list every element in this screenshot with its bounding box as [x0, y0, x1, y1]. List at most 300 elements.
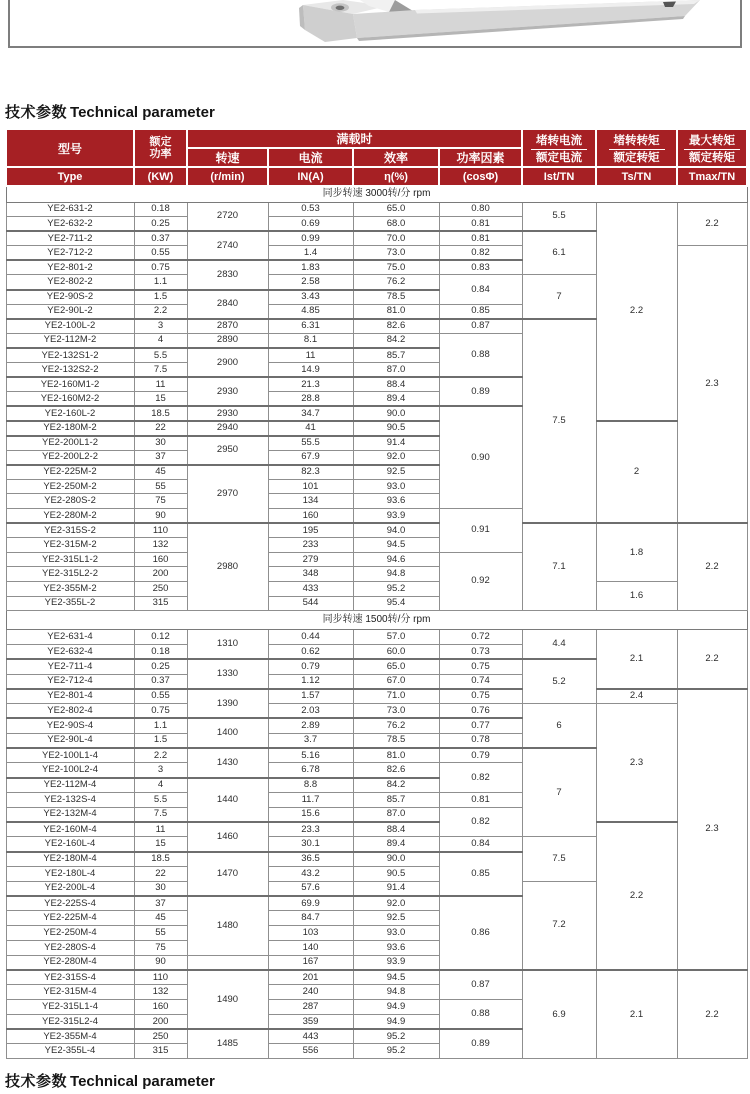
cell-current: 0.44 — [268, 630, 353, 645]
technical-parameter-table — [5, 128, 748, 1059]
col-eff-en: η(%) — [353, 167, 439, 186]
tmax-denominator: 额定转矩 — [689, 151, 735, 164]
cell-current: 55.5 — [268, 436, 353, 451]
cell-power-kw: 18.5 — [134, 852, 187, 867]
cell-model: YE2-801-2 — [6, 260, 134, 275]
cell-efficiency: 84.2 — [353, 333, 439, 348]
cell-current: 240 — [268, 985, 353, 1000]
cell-efficiency: 73.0 — [353, 246, 439, 261]
cell-tmax-tn: 2.2 — [677, 630, 747, 689]
cell-power-factor: 0.92 — [439, 552, 522, 610]
cell-speed: 1430 — [187, 748, 268, 778]
cell-current: 0.69 — [268, 217, 353, 232]
cell-speed: 2970 — [187, 465, 268, 523]
cell-model: YE2-180M-4 — [6, 852, 134, 867]
cell-power-kw: 75 — [134, 940, 187, 955]
cell-power-kw: 1.5 — [134, 290, 187, 305]
power-line2: 功率 — [149, 148, 172, 160]
cell-power-kw: 11 — [134, 822, 187, 837]
cell-power-factor: 0.80 — [439, 202, 522, 217]
cell-efficiency: 90.5 — [353, 866, 439, 881]
cell-model: YE2-90S-2 — [6, 290, 134, 305]
cell-tmax-tn: 2.3 — [677, 689, 747, 970]
cell-model: YE2-250M-4 — [6, 926, 134, 941]
cell-current: 21.3 — [268, 377, 353, 392]
cell-current: 36.5 — [268, 852, 353, 867]
cell-power-kw: 1.1 — [134, 718, 187, 733]
cell-efficiency: 92.0 — [353, 896, 439, 911]
cell-efficiency: 82.6 — [353, 763, 439, 778]
cell-current: 443 — [268, 1029, 353, 1044]
cell-ts-tn: 2.1 — [596, 630, 677, 689]
cell-model: YE2-712-2 — [6, 246, 134, 261]
cell-model: YE2-90L-2 — [6, 304, 134, 319]
cell-model: YE2-100L1-4 — [6, 748, 134, 763]
heading-en: Technical parameter — [70, 104, 215, 121]
cell-efficiency: 81.0 — [353, 748, 439, 763]
cell-power-kw: 0.75 — [134, 704, 187, 719]
cell-model: YE2-802-4 — [6, 704, 134, 719]
cell-power-kw: 160 — [134, 552, 187, 567]
cell-power-kw: 37 — [134, 450, 187, 465]
cell-efficiency: 94.5 — [353, 970, 439, 985]
cell-power-kw: 0.12 — [134, 630, 187, 645]
cell-power-kw: 55 — [134, 926, 187, 941]
cell-power-kw: 30 — [134, 881, 187, 896]
cell-current: 556 — [268, 1044, 353, 1059]
cell-power-kw: 5.5 — [134, 348, 187, 363]
table-header — [6, 129, 747, 186]
cell-power-factor: 0.88 — [439, 1000, 522, 1030]
cell-ts-tn: 2.2 — [596, 822, 677, 970]
cell-power-kw: 200 — [134, 1014, 187, 1029]
cell-power-kw: 22 — [134, 421, 187, 436]
cell-power-kw: 45 — [134, 911, 187, 926]
cell-efficiency: 93.6 — [353, 494, 439, 509]
cell-efficiency: 84.2 — [353, 778, 439, 793]
cell-power-kw: 110 — [134, 970, 187, 985]
tmax-numerator: 最大转矩 — [684, 135, 740, 150]
cell-power-factor: 0.88 — [439, 333, 522, 377]
cell-power-kw: 0.75 — [134, 260, 187, 275]
ist-denominator: 额定电流 — [536, 151, 582, 164]
cell-current: 0.99 — [268, 231, 353, 246]
cell-power-factor: 0.78 — [439, 733, 522, 748]
cell-speed: 1480 — [187, 896, 268, 955]
cell-power-kw: 4 — [134, 778, 187, 793]
cell-ist-tn: 6.9 — [522, 970, 596, 1059]
cell-power-kw: 0.55 — [134, 246, 187, 261]
cell-model: YE2-315S-2 — [6, 523, 134, 538]
cell-efficiency: 90.0 — [353, 852, 439, 867]
cell-power-kw: 2.2 — [134, 748, 187, 763]
cell-efficiency: 85.7 — [353, 792, 439, 807]
cell-current: 287 — [268, 1000, 353, 1015]
cell-current: 6.78 — [268, 763, 353, 778]
cell-power-factor: 0.85 — [439, 304, 522, 319]
cell-current: 43.2 — [268, 866, 353, 881]
cell-speed: 2890 — [187, 333, 268, 348]
cell-power-kw: 15 — [134, 392, 187, 407]
cell-speed: 2980 — [187, 523, 268, 611]
cell-model: YE2-100L2-4 — [6, 763, 134, 778]
cell-power-kw: 11 — [134, 377, 187, 392]
cell-ist-tn: 6.1 — [522, 231, 596, 275]
cell-power-kw: 315 — [134, 1044, 187, 1059]
cell-speed: 1330 — [187, 659, 268, 689]
cell-model: YE2-631-4 — [6, 630, 134, 645]
cell-speed: 2930 — [187, 377, 268, 406]
cell-tmax-tn: 2.3 — [677, 246, 747, 523]
cell-power-factor: 0.89 — [439, 1029, 522, 1059]
cell-speed: 1460 — [187, 822, 268, 852]
cell-power-kw: 200 — [134, 567, 187, 582]
cell-power-kw: 250 — [134, 1029, 187, 1044]
cell-model: YE2-200L2-2 — [6, 450, 134, 465]
cell-current: 0.53 — [268, 202, 353, 217]
cell-power-kw: 4 — [134, 333, 187, 348]
cell-power-factor: 0.82 — [439, 763, 522, 793]
cell-power-kw: 90 — [134, 955, 187, 970]
cell-power-kw: 90 — [134, 508, 187, 523]
col-ts-en: Ts/TN — [596, 167, 677, 186]
cell-efficiency: 88.4 — [353, 377, 439, 392]
cell-power-kw: 0.37 — [134, 231, 187, 246]
cell-power-kw: 0.55 — [134, 689, 187, 704]
cell-ts-tn: 2.2 — [596, 202, 677, 421]
cell-power-kw: 7.5 — [134, 363, 187, 378]
cell-power-kw: 7.5 — [134, 807, 187, 822]
col-ist-zh — [522, 129, 596, 167]
cell-efficiency: 67.0 — [353, 674, 439, 689]
col-tmax-zh — [677, 129, 747, 167]
cell-current: 101 — [268, 479, 353, 494]
cell-power-kw: 37 — [134, 896, 187, 911]
cell-current: 233 — [268, 538, 353, 553]
cell-power-factor: 0.87 — [439, 319, 522, 334]
cell-speed: 2950 — [187, 436, 268, 465]
cell-model: YE2-90L-4 — [6, 733, 134, 748]
cell-power-kw: 0.25 — [134, 659, 187, 674]
cell-model: YE2-802-2 — [6, 275, 134, 290]
col-pf-zh: 功率因素 — [439, 148, 522, 167]
cell-model: YE2-315S-4 — [6, 970, 134, 985]
cell-model: YE2-315M-2 — [6, 538, 134, 553]
cell-current: 2.03 — [268, 704, 353, 719]
cell-tmax-tn: 2.2 — [677, 202, 747, 246]
cell-model: YE2-711-4 — [6, 659, 134, 674]
col-eff-zh: 效率 — [353, 148, 439, 167]
cell-efficiency: 82.6 — [353, 319, 439, 334]
cell-efficiency: 87.0 — [353, 363, 439, 378]
cell-power-kw: 0.18 — [134, 202, 187, 217]
cell-efficiency: 94.8 — [353, 567, 439, 582]
table-row — [6, 202, 747, 217]
cell-current: 8.8 — [268, 778, 353, 793]
cell-model: YE2-180L-4 — [6, 866, 134, 881]
cell-current: 359 — [268, 1014, 353, 1029]
cell-power-factor: 0.82 — [439, 246, 522, 261]
col-tmax-en: Tmax/TN — [677, 167, 747, 186]
cell-ts-tn: 1.8 — [596, 523, 677, 581]
cell-current: 3.7 — [268, 733, 353, 748]
cell-power-kw: 75 — [134, 494, 187, 509]
cell-current: 82.3 — [268, 465, 353, 480]
cell-power-kw: 15 — [134, 837, 187, 852]
cell-current: 5.16 — [268, 748, 353, 763]
cell-speed: 1310 — [187, 630, 268, 660]
section-title: 同步转速 3000转/分 rpm — [6, 186, 747, 202]
cell-power-kw: 45 — [134, 465, 187, 480]
cell-model: YE2-200L-4 — [6, 881, 134, 896]
cell-efficiency: 60.0 — [353, 644, 439, 659]
cell-model: YE2-280S-2 — [6, 494, 134, 509]
cell-efficiency: 76.2 — [353, 718, 439, 733]
cell-power-kw: 5.5 — [134, 792, 187, 807]
cell-power-kw: 55 — [134, 479, 187, 494]
cell-ist-tn: 7.2 — [522, 881, 596, 970]
cell-current: 15.6 — [268, 807, 353, 822]
cell-speed: 2740 — [187, 231, 268, 260]
cell-power-factor: 0.84 — [439, 275, 522, 304]
cell-model: YE2-315M-4 — [6, 985, 134, 1000]
cell-power-kw: 250 — [134, 581, 187, 596]
table-row — [6, 581, 747, 596]
cell-model: YE2-112M-4 — [6, 778, 134, 793]
cell-model: YE2-631-2 — [6, 202, 134, 217]
cell-model: YE2-225M-2 — [6, 465, 134, 480]
cell-model: YE2-711-2 — [6, 231, 134, 246]
cell-model: YE2-355M-2 — [6, 581, 134, 596]
cell-efficiency: 93.0 — [353, 926, 439, 941]
cell-speed: 1400 — [187, 718, 268, 748]
cell-efficiency: 94.0 — [353, 523, 439, 538]
cell-model: YE2-315L2-4 — [6, 1014, 134, 1029]
cell-current: 67.9 — [268, 450, 353, 465]
cell-power-kw: 160 — [134, 1000, 187, 1015]
cell-power-factor: 0.84 — [439, 837, 522, 852]
cell-current: 14.9 — [268, 363, 353, 378]
cell-model: YE2-100L-2 — [6, 319, 134, 334]
cell-efficiency: 94.6 — [353, 552, 439, 567]
cell-power-kw: 0.37 — [134, 674, 187, 689]
table-row — [6, 523, 747, 538]
cell-model: YE2-280S-4 — [6, 940, 134, 955]
cell-current: 8.1 — [268, 333, 353, 348]
cell-model: YE2-250M-2 — [6, 479, 134, 494]
cell-power-kw: 0.18 — [134, 644, 187, 659]
cell-current: 0.79 — [268, 659, 353, 674]
cell-efficiency: 93.6 — [353, 940, 439, 955]
cell-power-factor: 0.82 — [439, 807, 522, 837]
cell-current: 1.12 — [268, 674, 353, 689]
cell-power-factor: 0.83 — [439, 260, 522, 275]
cell-efficiency: 70.0 — [353, 231, 439, 246]
cell-model: YE2-280M-4 — [6, 955, 134, 970]
cell-power-kw: 132 — [134, 985, 187, 1000]
cell-current: 0.62 — [268, 644, 353, 659]
col-model-zh: 型号 — [6, 129, 134, 167]
cell-speed: 2720 — [187, 202, 268, 231]
cell-speed: 1390 — [187, 689, 268, 719]
cell-model: YE2-160M2-2 — [6, 392, 134, 407]
cell-current: 2.89 — [268, 718, 353, 733]
cell-model: YE2-801-4 — [6, 689, 134, 704]
cell-speed: 2900 — [187, 348, 268, 377]
cell-power-factor: 0.79 — [439, 748, 522, 763]
cell-current: 1.83 — [268, 260, 353, 275]
cell-power-factor: 0.91 — [439, 508, 522, 552]
cell-ist-tn: 7 — [522, 748, 596, 837]
cell-power-kw: 30 — [134, 436, 187, 451]
cell-speed: 2940 — [187, 421, 268, 436]
cell-power-kw: 0.25 — [134, 217, 187, 232]
cell-model: YE2-160L-4 — [6, 837, 134, 852]
table-row — [6, 689, 747, 704]
cell-power-kw: 22 — [134, 866, 187, 881]
cell-ist-tn: 5.5 — [522, 202, 596, 231]
cell-power-kw: 110 — [134, 523, 187, 538]
cell-power-factor: 0.81 — [439, 792, 522, 807]
cell-power-factor: 0.77 — [439, 718, 522, 733]
cell-model: YE2-200L1-2 — [6, 436, 134, 451]
cell-efficiency: 78.5 — [353, 733, 439, 748]
cell-power-factor: 0.90 — [439, 406, 522, 508]
cell-current: 23.3 — [268, 822, 353, 837]
cell-power-factor: 0.76 — [439, 704, 522, 719]
cell-power-factor: 0.75 — [439, 689, 522, 704]
cell-power-kw: 1.5 — [134, 733, 187, 748]
cell-current: 433 — [268, 581, 353, 596]
product-image — [285, 0, 705, 46]
cell-model: YE2-355M-4 — [6, 1029, 134, 1044]
cell-efficiency: 89.4 — [353, 392, 439, 407]
cell-efficiency: 75.0 — [353, 260, 439, 275]
cell-speed: 1440 — [187, 778, 268, 822]
col-ist-en: Ist/TN — [522, 167, 596, 186]
cell-power-factor: 0.85 — [439, 852, 522, 896]
cell-efficiency: 85.7 — [353, 348, 439, 363]
cell-model: YE2-160M-4 — [6, 822, 134, 837]
cell-model: YE2-132S2-2 — [6, 363, 134, 378]
cell-efficiency: 90.5 — [353, 421, 439, 436]
ts-denominator: 额定转矩 — [613, 151, 660, 164]
cell-ist-tn: 7.5 — [522, 319, 596, 523]
cell-model: YE2-712-4 — [6, 674, 134, 689]
cell-efficiency: 91.4 — [353, 881, 439, 896]
cell-ist-tn: 7 — [522, 275, 596, 319]
cell-efficiency: 65.0 — [353, 659, 439, 674]
cell-tmax-tn: 2.2 — [677, 970, 747, 1059]
col-current-zh: 电流 — [268, 148, 353, 167]
cell-model: YE2-90S-4 — [6, 718, 134, 733]
cell-efficiency: 71.0 — [353, 689, 439, 704]
cell-speed: 2840 — [187, 290, 268, 319]
cell-power-factor: 0.81 — [439, 217, 522, 232]
section-title: 同步转速 1500转/分 rpm — [6, 611, 747, 630]
cell-current: 279 — [268, 552, 353, 567]
table-row — [6, 421, 747, 436]
cell-efficiency: 76.2 — [353, 275, 439, 290]
cell-efficiency: 92.5 — [353, 911, 439, 926]
cell-current: 28.8 — [268, 392, 353, 407]
col-power-en: (KW) — [134, 167, 187, 186]
cell-model: YE2-112M-2 — [6, 333, 134, 348]
cell-current: 3.43 — [268, 290, 353, 305]
cell-power-kw: 132 — [134, 538, 187, 553]
cell-efficiency: 95.2 — [353, 581, 439, 596]
cell-model: YE2-180M-2 — [6, 421, 134, 436]
col-speed-zh: 转速 — [187, 148, 268, 167]
cell-current: 103 — [268, 926, 353, 941]
col-speed-en: (r/min) — [187, 167, 268, 186]
col-power-zh — [134, 129, 187, 167]
table-row — [6, 970, 747, 985]
cell-current: 348 — [268, 567, 353, 582]
cell-ist-tn: 5.2 — [522, 659, 596, 703]
cell-current: 134 — [268, 494, 353, 509]
cell-power-kw: 18.5 — [134, 406, 187, 421]
cell-model: YE2-632-2 — [6, 217, 134, 232]
table-row — [6, 704, 747, 719]
cell-power-factor: 0.73 — [439, 644, 522, 659]
heading-bottom-zh: 技术参数 — [5, 1073, 68, 1091]
cell-model: YE2-315L1-2 — [6, 552, 134, 567]
cell-efficiency: 68.0 — [353, 217, 439, 232]
cell-efficiency: 89.4 — [353, 837, 439, 852]
technical-parameter-heading-bottom — [5, 1073, 750, 1091]
heading-zh: 技术参数 — [5, 104, 68, 121]
cell-current: 11.7 — [268, 792, 353, 807]
cell-power-factor: 0.86 — [439, 896, 522, 970]
cell-model: YE2-225S-4 — [6, 896, 134, 911]
cell-efficiency: 93.0 — [353, 479, 439, 494]
col-full-load: 满载时 — [187, 129, 522, 148]
cell-power-factor: 0.75 — [439, 659, 522, 674]
cell-current: 1.57 — [268, 689, 353, 704]
cell-efficiency: 95.2 — [353, 1029, 439, 1044]
technical-parameter-heading — [5, 104, 750, 122]
cell-current: 41 — [268, 421, 353, 436]
cell-ts-tn: 2 — [596, 421, 677, 523]
cell-power-factor: 0.89 — [439, 377, 522, 406]
cell-current: 2.58 — [268, 275, 353, 290]
cell-current: 57.6 — [268, 881, 353, 896]
table-body-3000rpm — [6, 186, 747, 611]
cell-current: 6.31 — [268, 319, 353, 334]
cell-model: YE2-132M-4 — [6, 807, 134, 822]
cell-power-kw: 315 — [134, 596, 187, 611]
cell-ist-tn: 6 — [522, 704, 596, 748]
cell-efficiency: 90.0 — [353, 406, 439, 421]
cell-power-kw: 2.2 — [134, 304, 187, 319]
ts-numerator: 堵转转矩 — [609, 135, 665, 150]
cell-speed — [187, 955, 268, 970]
cell-ist-tn: 4.4 — [522, 630, 596, 660]
cell-speed: 2870 — [187, 319, 268, 334]
cell-power-factor: 0.81 — [439, 231, 522, 246]
cell-current: 195 — [268, 523, 353, 538]
cell-efficiency: 65.0 — [353, 202, 439, 217]
cell-current: 34.7 — [268, 406, 353, 421]
cell-power-kw: 3 — [134, 319, 187, 334]
cell-model: YE2-632-4 — [6, 644, 134, 659]
cell-efficiency: 92.5 — [353, 465, 439, 480]
cell-model: YE2-132S1-2 — [6, 348, 134, 363]
cell-power-factor: 0.74 — [439, 674, 522, 689]
cell-efficiency: 92.0 — [353, 450, 439, 465]
cell-power-factor: 0.72 — [439, 630, 522, 645]
